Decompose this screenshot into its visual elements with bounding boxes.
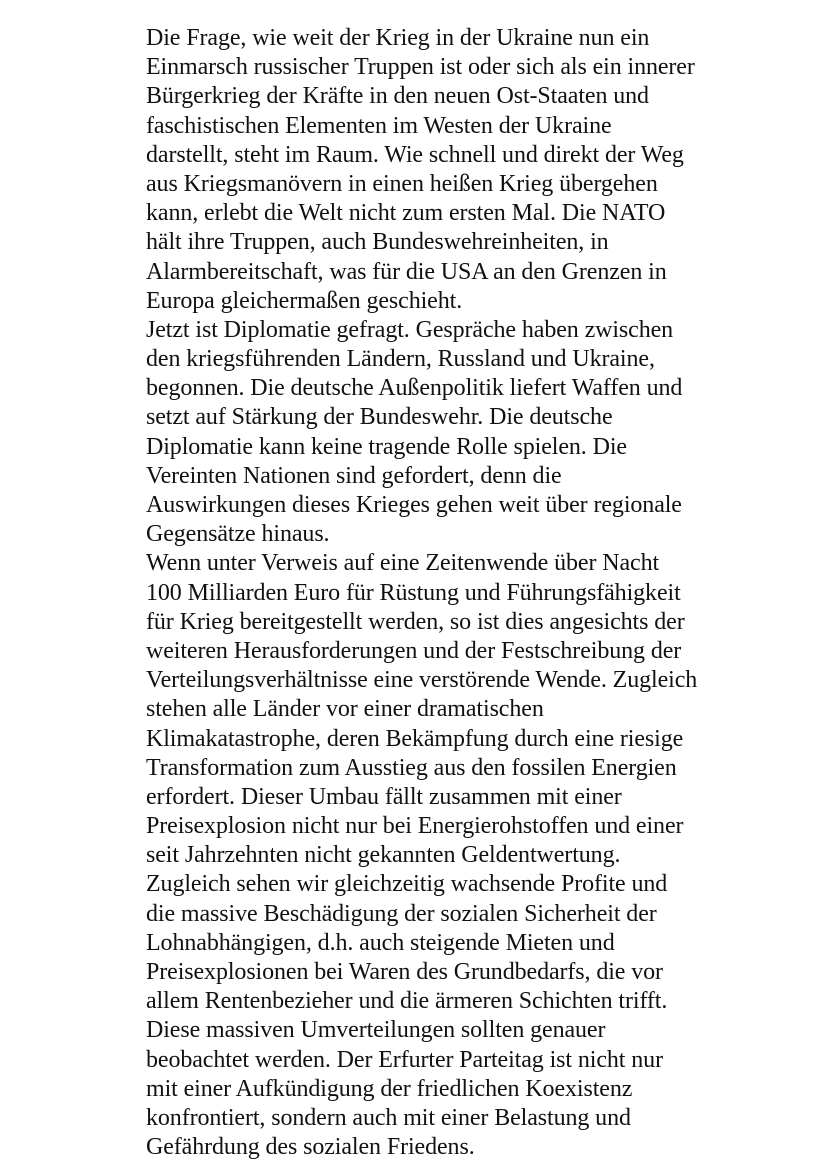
- text-line: Alarmbereitschaft, was für die USA an den Grenzen in: [146, 258, 667, 285]
- paragraph-2: [146, 316, 806, 550]
- text-line: Gefährdung des sozialen Friedens.: [146, 1134, 475, 1161]
- text-line: allem Rentenbezieher und die ärmeren Schichten trifft.: [146, 988, 668, 1015]
- paragraph-1: [146, 24, 806, 316]
- text-line: Jetzt ist Diplomatie gefragt. Gespräche haben zwischen: [146, 316, 674, 343]
- text-line: stehen alle Länder vor einer dramatischen: [146, 696, 544, 723]
- text-line: Diplomatie kann keine tragende Rolle spielen. Die: [146, 433, 627, 460]
- text-line: Lohnabhängigen, d.h. auch steigende Mieten und: [146, 929, 615, 956]
- text-line: erfordert. Dieser Umbau fällt zusammen mit einer: [146, 783, 622, 810]
- text-line: für Krieg bereitgestellt werden, so ist dies angesichts der: [146, 608, 685, 635]
- text-line: Diese massiven Umverteilungen sollten genauer: [146, 1017, 606, 1044]
- text-line: Bürgerkrieg der Kräfte in den neuen Ost-Staaten und: [146, 83, 649, 110]
- text-line: Preisexplosionen bei Waren des Grundbedarfs, die vor: [146, 959, 663, 985]
- text-line: konfrontiert, sondern auch mit einer Belastung und: [146, 1104, 631, 1131]
- text-line: begonnen. Die deutsche Außenpolitik liefert Waffen und: [146, 375, 683, 402]
- text-line: aus Kriegsmanövern in einen heißen Krieg übergehen: [146, 170, 658, 197]
- text-line: Zugleich sehen wir gleichzeitig wachsende Profite und: [146, 871, 668, 898]
- text-line: Verteilungsverhältnisse eine verstörende Wende. Zugleich: [146, 667, 698, 694]
- text-line: mit einer Aufkündigung der friedlichen Koexistenz: [146, 1075, 633, 1102]
- text-line: Wenn unter Verweis auf eine Zeitenwende über Nacht: [146, 550, 660, 577]
- text-line: faschistischen Elementen im Westen der Ukraine: [146, 112, 612, 139]
- text-line: Europa gleichermaßen geschieht.: [146, 287, 463, 314]
- text-line: Klimakatastrophe, deren Bekämpfung durch eine riesige: [146, 725, 684, 752]
- text-line: hält ihre Truppen, auch Bundeswehreinheiten, in: [146, 229, 609, 256]
- text-line: Auswirkungen dieses Krieges gehen weit über regionale: [146, 492, 682, 518]
- text-line: beobachtet werden. Der Erfurter Parteitag ist nicht nur: [146, 1046, 663, 1073]
- text-line: weiteren Herausforderungen und der Festschreibung der: [146, 637, 682, 664]
- text-line: Preisexplosion nicht nur bei Energierohstoffen und einer: [146, 813, 684, 840]
- text-line: den kriegsführenden Ländern, Russland und Ukraine,: [146, 346, 655, 373]
- text-line: 100 Milliarden Euro für Rüstung und Führungsfähigkeit: [146, 579, 681, 606]
- text-line: Die Frage, wie weit der Krieg in der Ukraine nun ein: [146, 25, 650, 51]
- paragraph-3: [146, 549, 806, 1162]
- text-line: Transformation zum Ausstieg aus den fossilen Energien: [146, 754, 677, 781]
- text-line: Gegensätze hinaus.: [146, 521, 330, 548]
- text-line: darstellt, steht im Raum. Wie schnell und direkt der Weg: [146, 141, 684, 168]
- article-text: [146, 24, 806, 1162]
- text-line: setzt auf Stärkung der Bundeswehr. Die deutsche: [146, 404, 613, 431]
- text-line: seit Jahrzehnten nicht gekannten Geldentwertung.: [146, 842, 621, 869]
- text-line: kann, erlebt die Welt nicht zum ersten Mal. Die NATO: [146, 200, 666, 227]
- text-line: Einmarsch russischer Truppen ist oder sich als ein innerer: [146, 54, 695, 81]
- text-line: Vereinten Nationen sind gefordert, denn die: [146, 462, 562, 489]
- text-line: die massive Beschädigung der sozialen Sicherheit der: [146, 900, 657, 927]
